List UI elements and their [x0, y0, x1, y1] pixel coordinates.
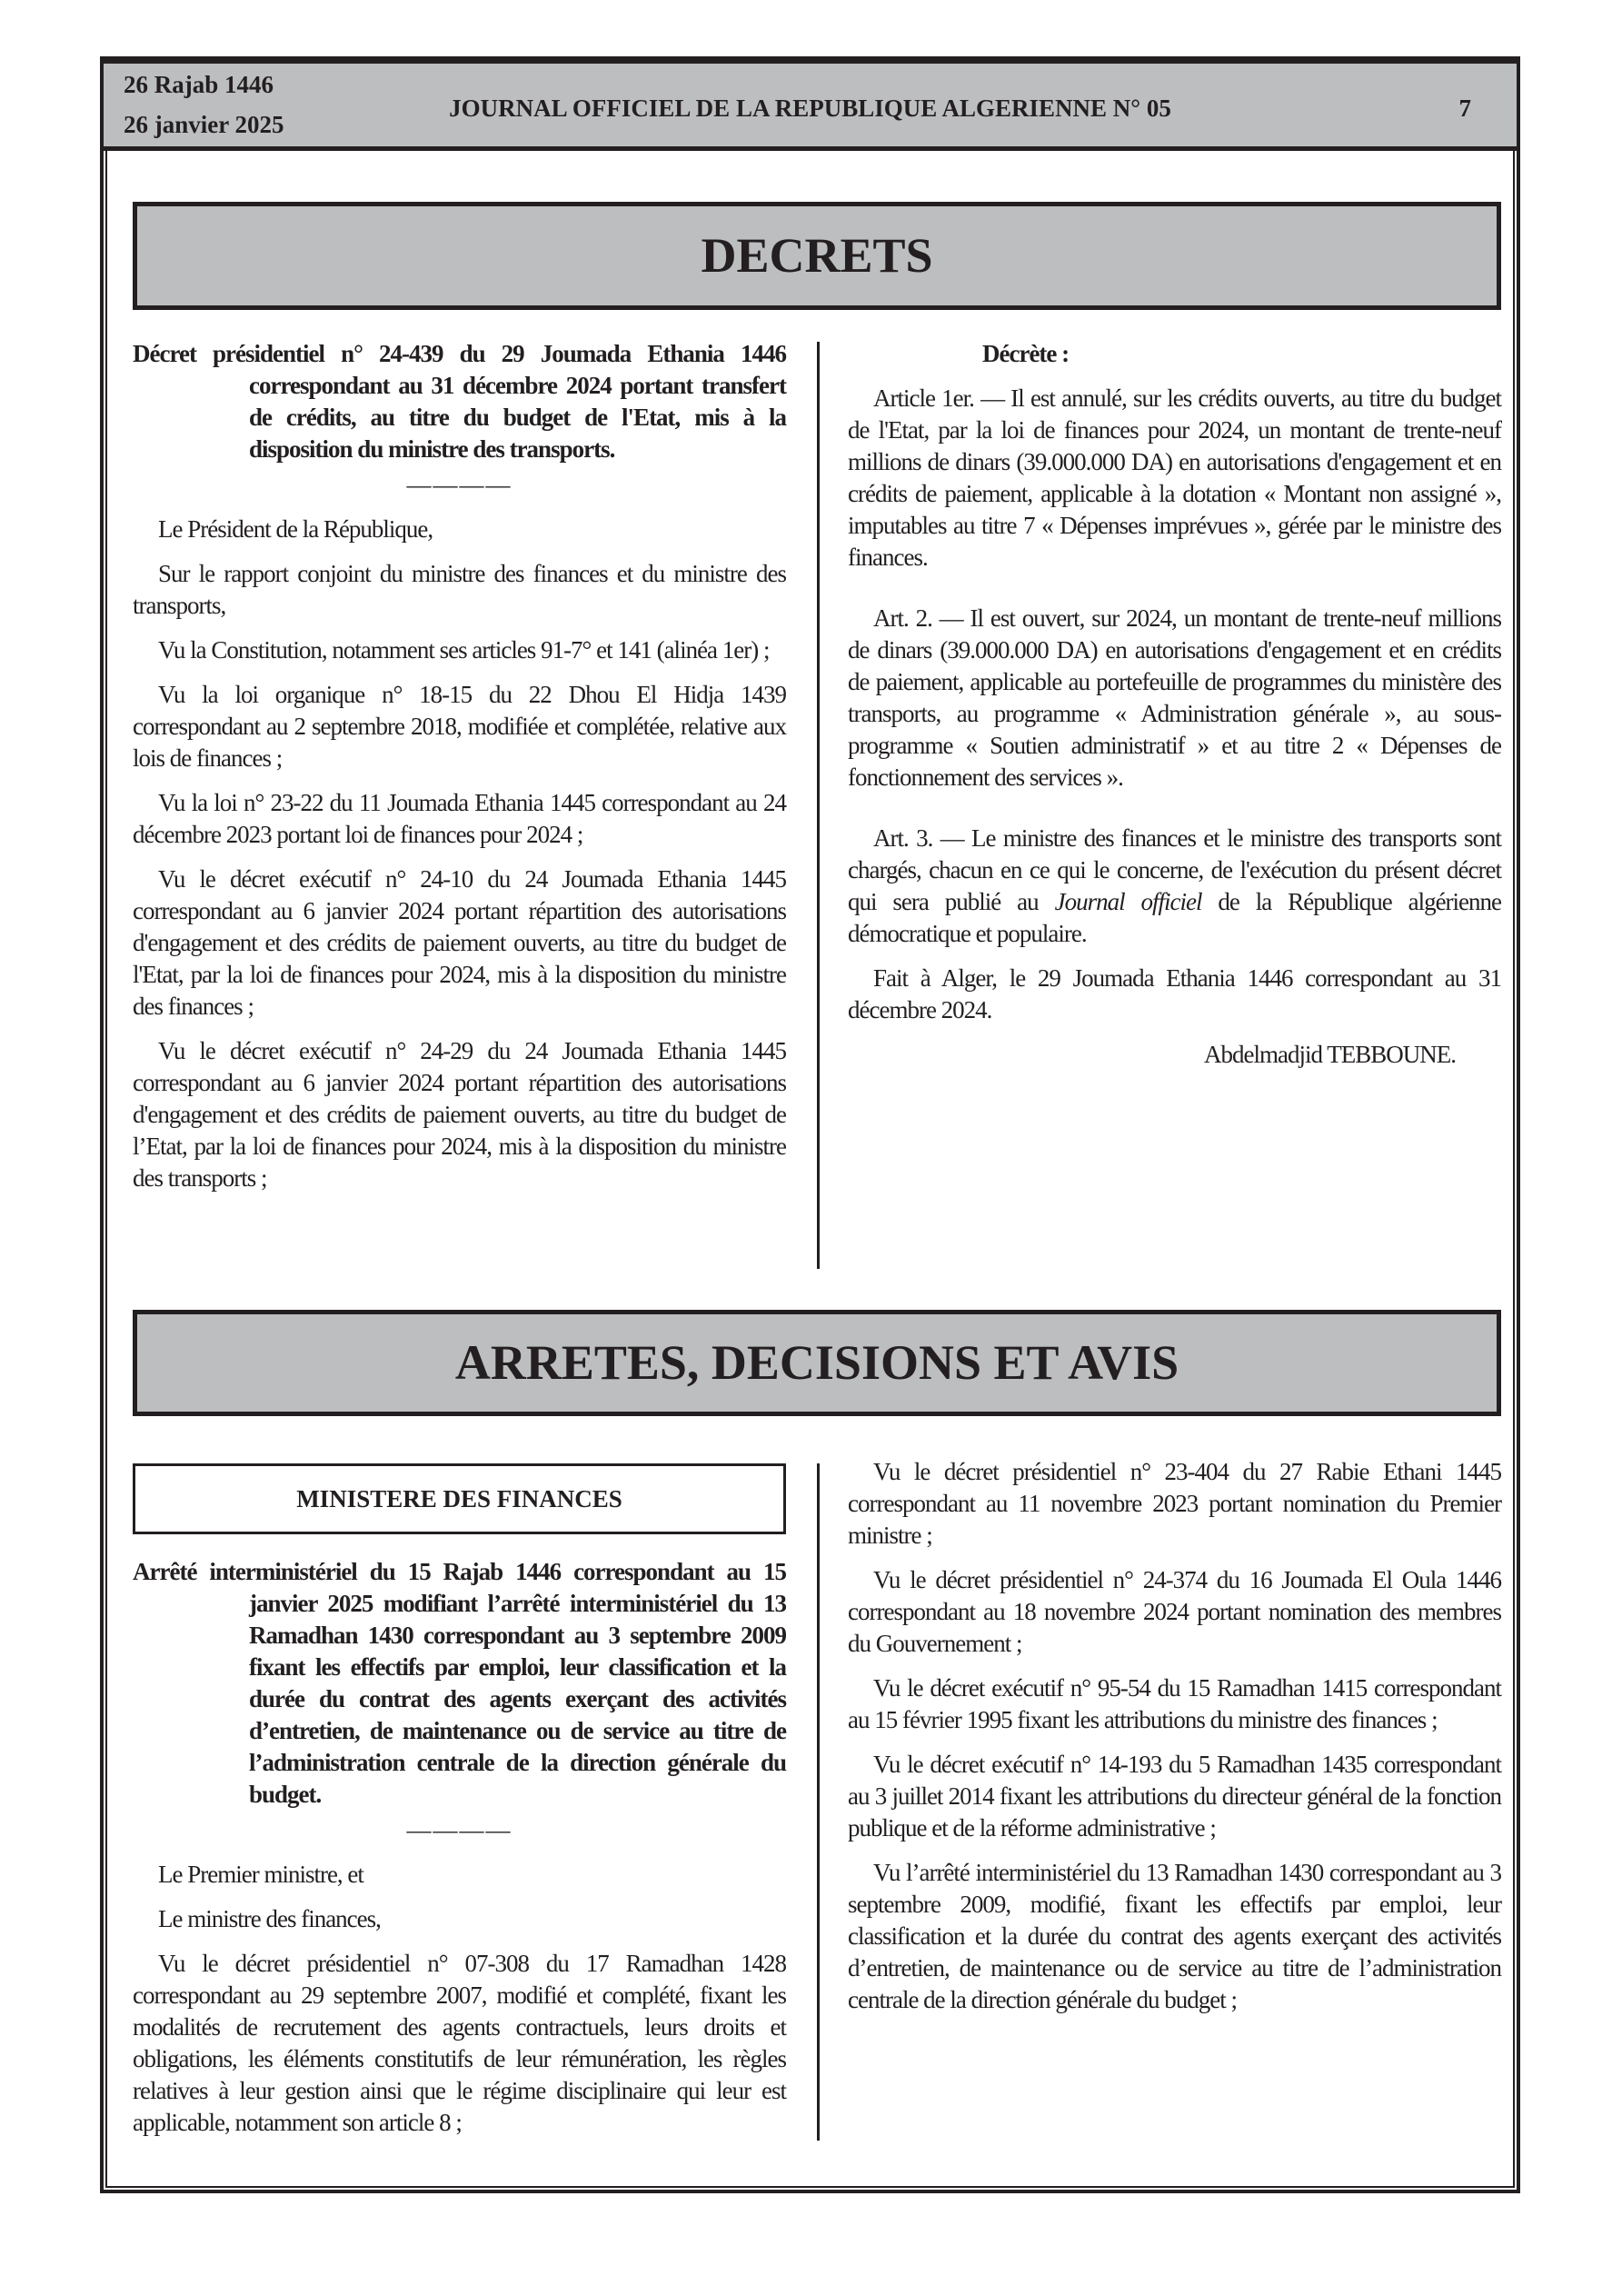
paragraph: Vu le décret présidentiel n° 07-308 du 17 Ramadhan 1428 correspondant au 29 septembre 2007, modifié et complété, fixant les modalités de recrutement des agents contractuels, leurs droits et obligations, les éléments constitutifs de leur rémunération, les règles relatives à leur gestion ainsi que le régime disciplinaire qui leur est applicable, notamment son article 8 ; — [133, 1950, 786, 2136]
ministry-box: MINISTERE DES FINANCES — [133, 1463, 786, 1534]
paragraph: Vu le décret exécutif n° 24-29 du 24 Joumada Ethania 1445 correspondant au 6 janvier 2024 portant répartition des autorisations d'engagement et des crédits de paiement ouverts, au titre du budget de l’Etat, par la loi de finances pour 2024, mis à la disposition du ministre des transports ; — [133, 1037, 786, 1192]
journal-title: JOURNAL OFFICIEL DE LA REPUBLIQUE ALGERIENNE N° 05 — [449, 95, 1171, 122]
page-number: 7 — [1458, 95, 1471, 122]
arrete-right-column — [848, 1456, 1501, 2029]
fait-a-alger: Fait à Alger, le 29 Joumada Ethania 1446 correspondant au 31 décembre 2024. — [848, 964, 1501, 1023]
paragraph: Vu le décret présidentiel n° 24-374 du 16 Joumada El Oula 1446 correspondant au 18 novembre 2024 portant nomination des membres du Gouvernement ; — [848, 1566, 1501, 1657]
article-1: Article 1er. — Il est annulé, sur les crédits ouverts, au titre du budget de l'Etat, par la loi de finances pour 2024, un montant de trente-neuf millions de dinars (39.000.000 DA) en autorisations d'engagement et en crédits de paiement, applicable à la dotation « Montant non assigné », imputables au titre 7 « Dépenses imprévues », gérée par le ministre des finances. — [848, 384, 1501, 571]
paragraph: Vu le décret exécutif n° 14-193 du 5 Ramadhan 1435 correspondant au 3 juillet 2014 fixant les attributions du directeur général de la fonction publique et de la réforme administrative ; — [848, 1751, 1501, 1842]
paragraph: Vu la loi n° 23-22 du 11 Joumada Ethania 1445 correspondant au 24 décembre 2023 portant loi de finances pour 2024 ; — [133, 789, 786, 848]
paragraph: Vu le décret exécutif n° 95-54 du 15 Ramadhan 1415 correspondant au 15 février 1995 fixant les attributions du ministre des finances ; — [848, 1674, 1501, 1733]
separator: ———— — [406, 1816, 512, 1843]
paragraph: Vu le décret présidentiel n° 23-404 du 27 Rabie Ethani 1445 correspondant au 11 novembre 2023 portant nomination du Premier ministre ; — [848, 1458, 1501, 1549]
date-hijri: 26 Rajab 1446 — [124, 71, 274, 98]
paragraph: Vu le décret exécutif n° 24-10 du 24 Joumada Ethania 1445 correspondant au 6 janvier 2024 portant répartition des autorisations d'engagement et des crédits de paiement ouverts, au titre du budget de l'Etat, par la loi de finances pour 2024, mis à la disposition du ministre des finances ; — [133, 865, 786, 1020]
date-gregorian: 26 janvier 2025 — [124, 111, 284, 138]
article-2: Art. 2. — Il est ouvert, sur 2024, un montant de trente-neuf millions de dinars (39.000.000 DA) en autorisations d'engagement et en crédits de paiement, applicable au portefeuille de programmes du ministère des transports, au programme « Administration générale », au sous-programme « Soutien administratif » et au titre 2 « Dépenses de fonctionnement des services ». — [848, 604, 1501, 791]
arrete-left-column — [133, 1556, 786, 2151]
section-title-decrets: DECRETS — [133, 202, 1501, 310]
paragraph: Le Premier ministre, et — [158, 1861, 363, 1888]
decrete-heading: Décrète : — [982, 340, 1070, 367]
journal-header — [104, 60, 1517, 151]
column-divider — [817, 1463, 820, 2141]
decree-left-column — [133, 338, 786, 1207]
column-divider — [817, 342, 820, 1269]
paragraph: Vu la loi organique n° 18-15 du 22 Dhou El Hidja 1439 correspondant au 2 septembre 2018, modifiée et complétée, relative aux lois de finances ; — [133, 681, 786, 772]
section-title-arretes: ARRETES, DECISIONS ET AVIS — [133, 1310, 1501, 1416]
paragraph: Vu l’arrêté interministériel du 13 Ramadhan 1430 correspondant au 3 septembre 2009, modifié, fixant les effectifs par emploi, leur classification et la durée du contrat des agents exerçant des activités d’entretien, de maintenance ou de service au titre de l’administration centrale de la direction générale du budget ; — [848, 1859, 1501, 2013]
separator: ———— — [406, 471, 512, 498]
decree-right-column — [848, 338, 1501, 1083]
article-3: Art. 3. — Le ministre des finances et le ministre des transports sont chargés, chacun en ce qui le concerne, de l'exécution du présent décret qui sera publié au Journal officiel de la République algérienne démocratique et populaire. — [848, 824, 1502, 947]
paragraph: Le Président de la République, — [158, 515, 433, 543]
paragraph: Sur le rapport conjoint du ministre des finances et du ministre des transports, — [133, 560, 786, 619]
arrete-title: Arrêté interministériel du 15 Rajab 1446 correspondant au 15 janvier 2025 modifiant l’arrêté interministériel du 13 Ramadhan 1430 correspondant au 3 septembre 2009 fixant les effectifs par emploi, leur classification et la durée du contrat des agents exerçant des activités d’entretien, de maintenance ou de service au titre de l’administration centrale de la direction générale du budget. — [133, 1558, 786, 1808]
paragraph: Le ministre des finances, — [158, 1905, 381, 1932]
signature: Abdelmadjid TEBBOUNE. — [1204, 1041, 1456, 1068]
paragraph: Vu la Constitution, notamment ses articles 91-7° et 141 (alinéa 1er) ; — [158, 636, 770, 664]
decree-title: Décret présidentiel n° 24-439 du 29 Joumada Ethania 1446 correspondant au 31 décembre 2024 portant transfert de crédits, au titre du budget de l'Etat, mis à la disposition du ministre des transports. — [133, 340, 786, 463]
